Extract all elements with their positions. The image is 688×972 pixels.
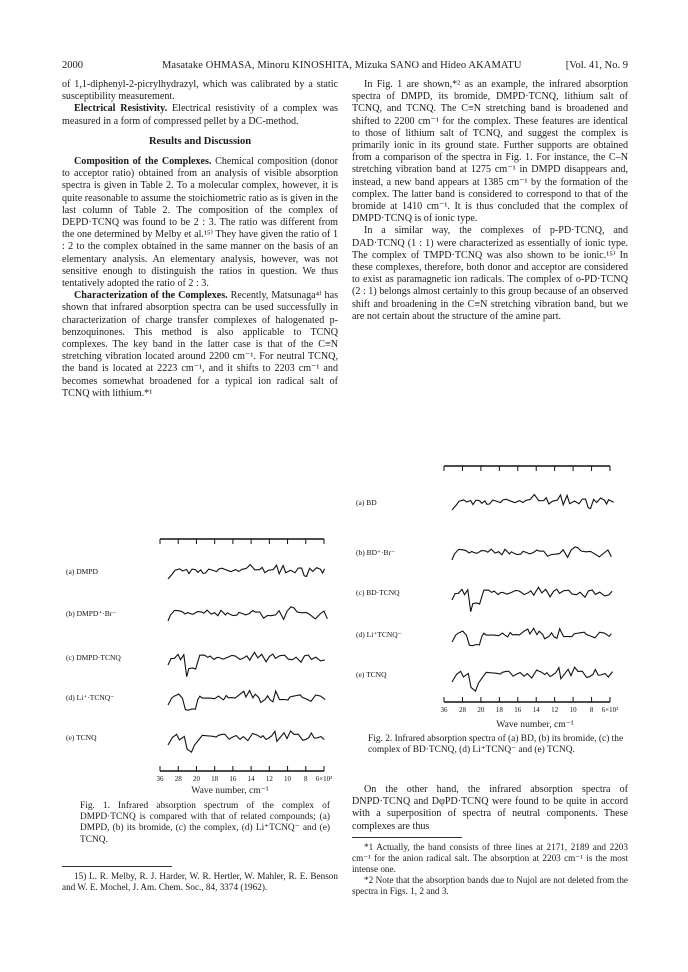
spectrum-label: (e) TCNQ (66, 733, 97, 742)
section-title: Results and Discussion (148, 135, 252, 147)
spectrum-trace (168, 565, 325, 579)
spectrum-label: (d) Li⁺TCNQ⁻ (356, 630, 402, 639)
tick-label: 16 (514, 706, 522, 714)
header-volume: [Vol. 41, No. 9 (565, 60, 628, 71)
spectrum-label: (e) TCNQ (356, 670, 387, 679)
tick-label: 36 (440, 706, 448, 714)
paragraph: In Fig. 1 are shown,*² as an example, the infrared absorption spectra of DMPD, its bromide, DMPD·TCNQ, lithium salt of TCNQ, and TCNQ. The C≡N stretching band is broadened and shifted to 2200 cm⁻¹ for the complex. These features are identical to those of lithium salt of TCNQ, and suggest the complex is primarily ionic in its ground state. Further supports are obtained from a comparison of the spectra in Fig. 1. For instance, the C–N stretching vibration band at 1275 cm⁻¹ in DMPD disappears and, instead, a new band appears at 1385 cm⁻¹ by the formation of the complex. The latter band is considered to correspond to that of the bromide at 1410 cm⁻¹. It is thus concluded that the complex of DMPD·TCNQ is of ionic type. (352, 79, 628, 225)
paragraph (62, 103, 338, 127)
run-in-heading: Characterization of the Complexes. (74, 290, 228, 302)
spectrum-label: (d) Li⁺·TCNQ⁻ (66, 693, 115, 702)
spectrum-trace (168, 652, 325, 676)
paragraph-body: Recently, Matsunaga⁴⁾ has shown that infrared absorption spectra can be used successfully in characterization of charge transfer complexes of halogenated p-benzoquinones. This method is also applicable to TCNQ complexes. The key band in the latter case is that of the C≡N stretching vibration located around 2200 cm⁻¹. For neutral TCNQ, the band is located at 2223 cm⁻¹, and it shifts to 2203 cm⁻¹ and becomes somewhat broadened for a typical ion radical salt of TCNQ with lithium.*¹ (62, 290, 338, 399)
running-header (62, 60, 628, 74)
tick-label: 12 (551, 706, 559, 714)
page-number: 2000 (62, 60, 83, 71)
tick-label: 28 (458, 706, 466, 714)
footnote-rule (352, 837, 462, 838)
figure-1-caption: Fig. 1. Infrared absorption spectrum of the complex of DMPD·TCNQ is compared with that of related compounds; (a) DMPD, (b) its bromide, (c) the complex, (d) Li⁺TCNQ⁻ and (e) TCNQ. (80, 801, 330, 845)
spectrum-label: (c) BD·TCNQ (356, 588, 400, 597)
spectrum-label: (a) DMPD (66, 567, 98, 576)
spectrum-trace (452, 667, 613, 691)
tick-label: 28 (174, 775, 182, 783)
spectrum-trace (452, 628, 611, 645)
header-authors: Masatake OHMASA, Minoru KINOSHITA, Mizuka SANO and Hideo AKAMATU (162, 60, 522, 71)
right-column-continued (352, 784, 628, 897)
left-column (62, 79, 338, 400)
tick-label: 10 (569, 706, 577, 714)
spectrum-trace (168, 731, 324, 752)
tick-label: 18 (211, 775, 219, 783)
spectrum-trace (452, 547, 611, 560)
reference-15: 15) L. R. Melby, R. J. Harder, W. R. Hertler, W. Mahler, R. E. Benson and W. E. Mochel, J. Am. Chem. Soc., 84, 3374 (1962). (62, 871, 338, 892)
tick-label: 12 (265, 775, 273, 783)
figure-1 (62, 535, 338, 785)
paragraph-body: Chemical composition (donor to acceptor ratio) obtained from an analysis of visible absorption spectra is given in Table 2. To a molecular complex, however, it is quite reasonable to assume the stoichiometric ratio as is given in the last column of Table 2. The composition of the complex of DEPD·TCNQ was found to be 2 : 3. The ratio was different from the one determined by Melby et al.¹⁵⁾ They have given the ratio of 1 : 2 to the complex obtained in the same manner on the basis of an elementary analysis. An elementary analysis, however, was not sensitive enough to distinguish the ratios in question. We thus tentatively adopted the ratio of 2 : 3. (62, 156, 338, 290)
paragraph-body: Electrical resistivity of a complex was measured in a form of compressed pellet by a DC-method. (62, 103, 338, 127)
figure-2-xlabel: Wave number, cm⁻¹ (496, 719, 574, 730)
figure-2 (352, 462, 628, 717)
footnote-1: *1 Actually, the band consists of three lines at 2171, 2189 and 2203 cm⁻¹ for the anion radical salt. The absorption at 2203 cm⁻¹ is the most intense one. (352, 841, 628, 874)
run-in-heading: Electrical Resistivity. (74, 103, 168, 115)
spectrum-trace (452, 587, 612, 611)
tick-label: 20 (477, 706, 485, 714)
left-footnotes (62, 862, 338, 893)
tick-label: 18 (495, 706, 503, 714)
tick-label: 8 (589, 706, 594, 714)
tick-label: 14 (247, 775, 255, 783)
figure-1-spectra (62, 535, 338, 785)
paragraph (62, 290, 338, 400)
paragraph: On the other hand, the infrared absorption spectra of DNPD·TCNQ and DφPD·TCNQ were found to be quite in accord with a superposition of spectra of neutral components. These complexes are thus (352, 784, 628, 832)
tick-label: 8 (304, 775, 308, 783)
spectrum-trace (168, 607, 327, 621)
spectrum-label: (b) DMPD⁺·Br⁻ (66, 609, 117, 618)
spectrum-trace (168, 691, 325, 711)
tick-label: 10 (284, 775, 292, 783)
paragraph: of 1,1-diphenyl-2-picrylhydrazyl, which was calibrated by a static susceptibility measurement. (62, 79, 338, 103)
tick-label: 6×10² (315, 775, 333, 783)
spectrum-label: (a) BD (356, 498, 377, 507)
spectrum-label: (c) DMPD·TCNQ (66, 653, 121, 662)
tick-label: 36 (156, 775, 164, 783)
run-in-heading: Composition of the Complexes. (74, 156, 212, 168)
tick-label: 16 (229, 775, 237, 783)
right-column (352, 79, 628, 323)
spectrum-label: (b) BD⁺·Br⁻ (356, 548, 395, 557)
figure-1-xlabel: Wave number, cm⁻¹ (191, 785, 269, 796)
tick-label: 6×10² (601, 706, 619, 714)
tick-label: 14 (532, 706, 540, 714)
footnote-rule (62, 866, 172, 867)
footnote-2: *2 Note that the absorption bands due to Nujol are not deleted from the spectra in Figs. 1, 2 and 3. (352, 874, 628, 896)
paragraph (62, 156, 338, 290)
paragraph: In a similar way, the complexes of p-PD·TCNQ, and DAD·TCNQ (1 : 1) were characterized as essentially of ionic type. The complex of TMPD·TCNQ was also shown to be ionic.¹⁵⁾ In these complexes, therefore, both donor and acceptor are considered to exist as paramagnetic ion radicals. The complex of o-PD·TCNQ (2 : 1) belongs almost certainly to this group because of an observed shift and broadening in the C≡N stretching vibration band, but we are not certain about the structure of the amine part. (352, 225, 628, 322)
spectrum-trace (452, 495, 614, 511)
tick-label: 20 (192, 775, 200, 783)
figure-2-spectra (352, 462, 628, 717)
figure-2-caption: Fig. 2. Infrared absorption spectra of (a) BD, (b) its bromide, (c) the complex of BD·TCNQ, (d) Li⁺TCNQ⁻ and (e) TCNQ. (368, 734, 624, 756)
